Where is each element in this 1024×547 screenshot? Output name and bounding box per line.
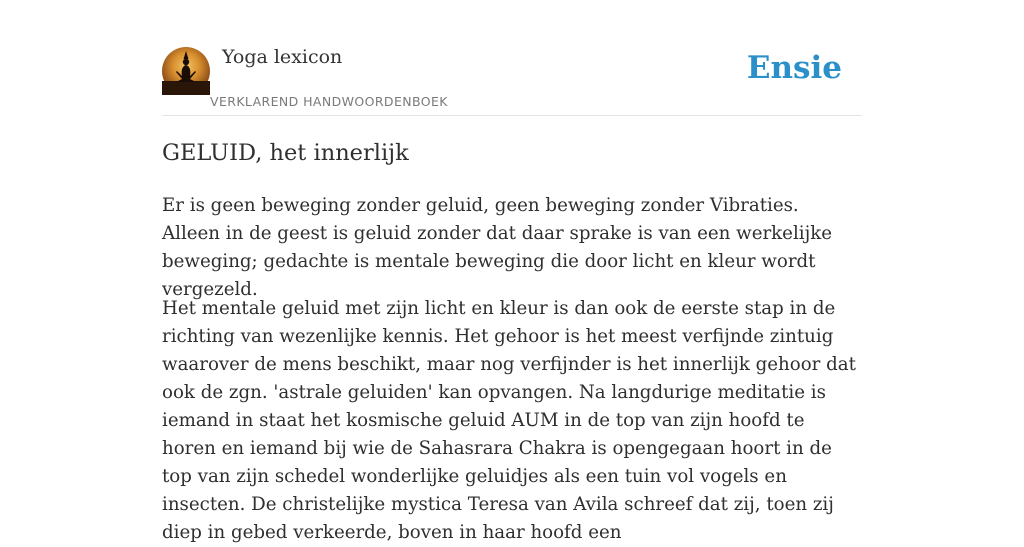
entry-paragraph: Het mentale geluid met zijn licht en kleur is dan ook de eerste stap in de richting van wezenlijke kennis. Het gehoor is het meest verfijnde zintuig waarover de mens beschikt, maar nog verfijnder is het innerlijk gehoor dat ook de zgn. 'astrale geluiden' kan opvangen. Na langdurige meditatie is iemand in staat het kosmische geluid AUM in de top van zijn hoofd te horen en iemand bij wie de Sahasrara Chakra is opengegaan hoort in de top van zijn schedel wonderlijke geluidjes als een tuin vol vogels en insecten. De christelijke mystica Teresa van Avila schreef dat zij, toen zij diep in gebed verkeerde, boven in haar hoofd een: [162, 298, 856, 543]
meditation-silhouette-icon: [162, 47, 210, 95]
avatar[interactable]: [162, 47, 210, 95]
lexicon-subtitle: VERKLAREND HANDWOORDENBOEK: [210, 94, 448, 109]
entry-paragraph: Er is geen beweging zonder geluid, geen beweging zonder Vibraties. Alleen in de geest is geluid zonder dat daar sprake is van een werkelijke beweging; gedachte is mentale beweging die door licht en kleur wordt vergezeld.: [162, 195, 833, 300]
entry-title: GELUID, het innerlijk: [162, 140, 409, 166]
header: [162, 0, 862, 116]
lexicon-title-link[interactable]: Yoga lexicon: [222, 46, 343, 68]
ensie-logo-link[interactable]: Ensie: [746, 50, 842, 86]
page-container: [162, 0, 862, 543]
